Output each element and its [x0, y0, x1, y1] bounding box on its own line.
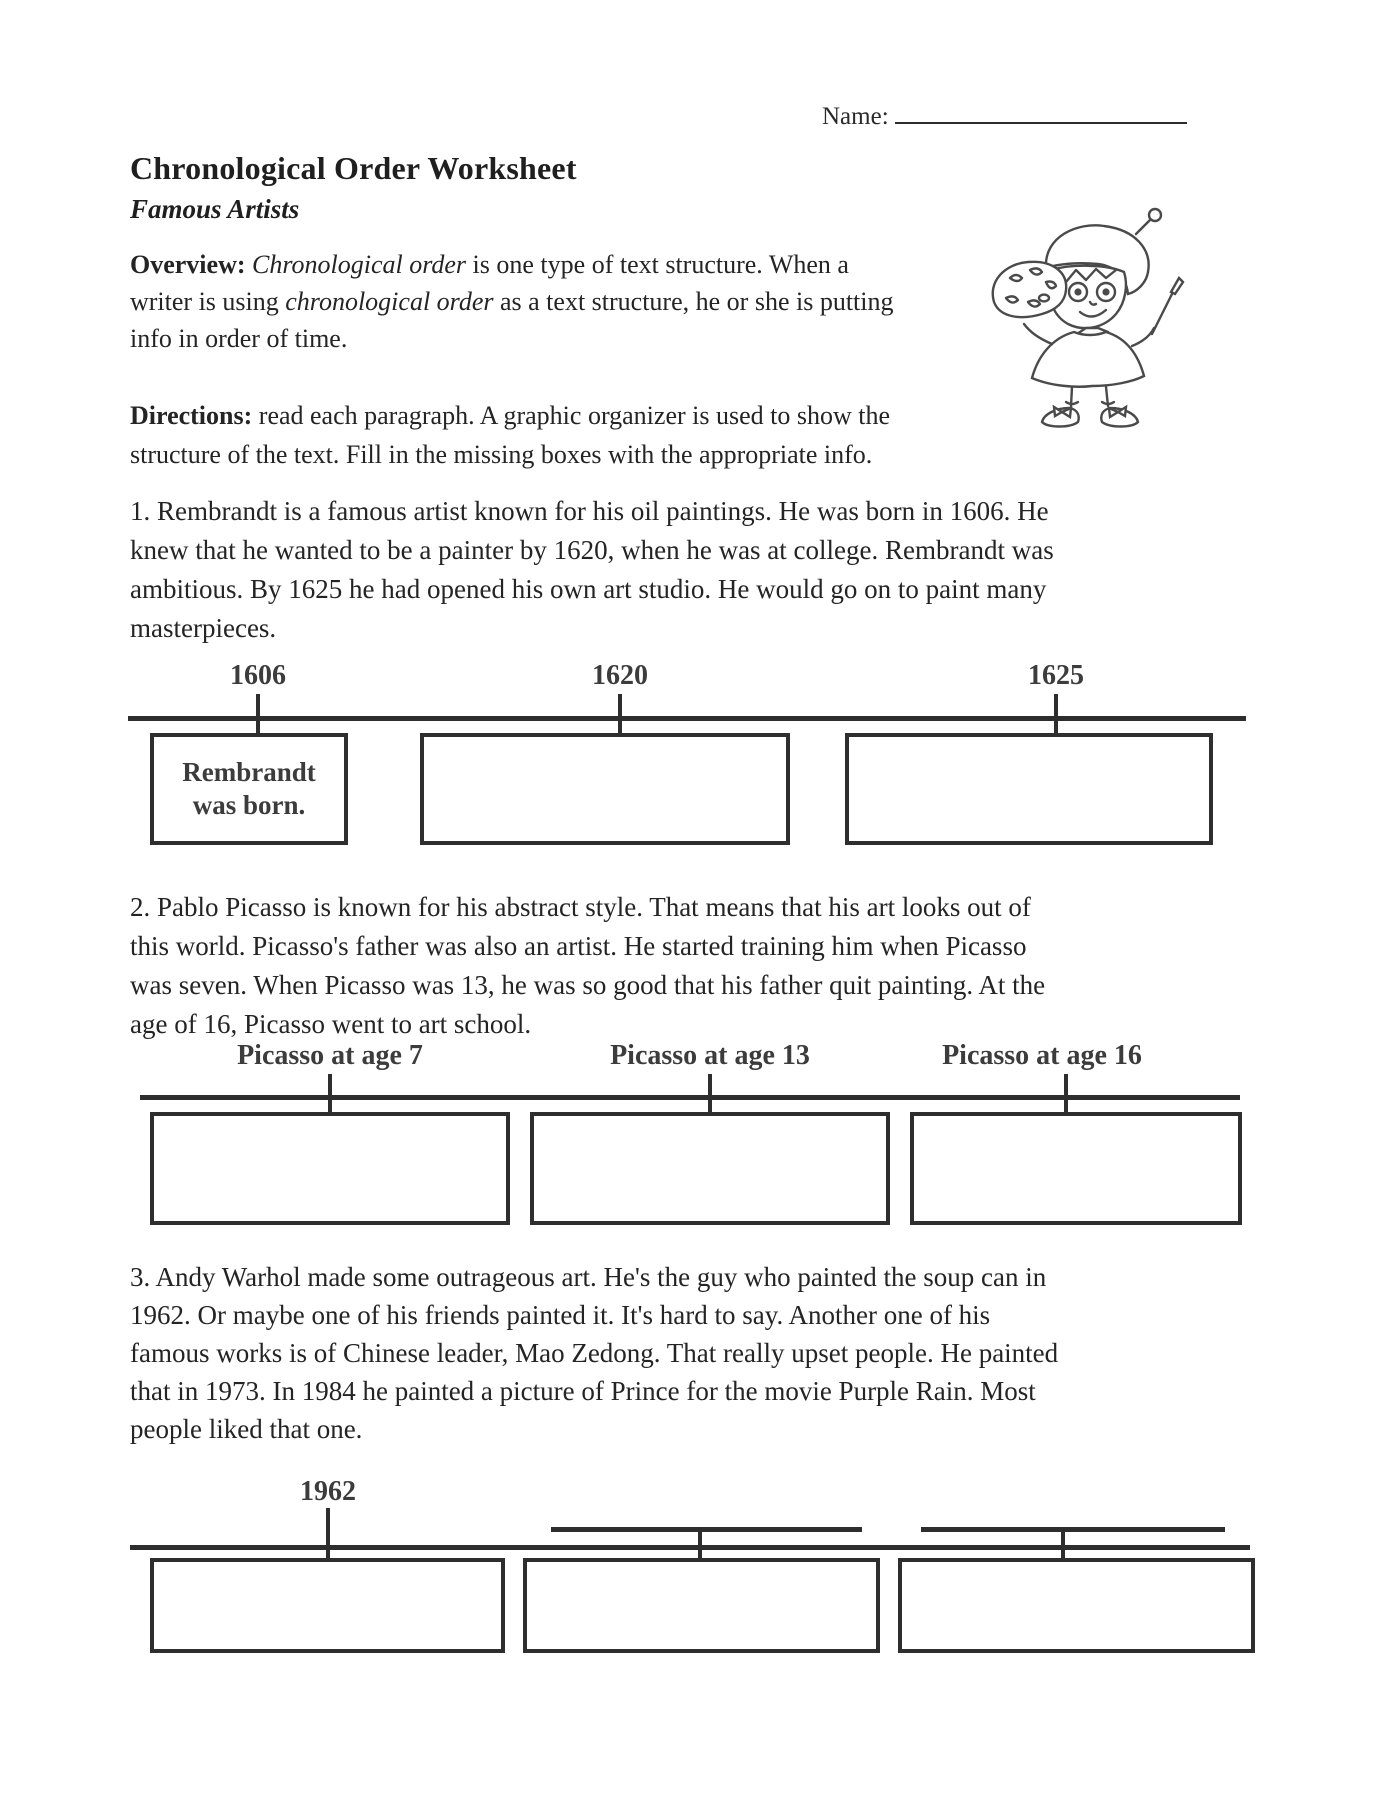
paragraph-3-line: people liked that one.: [130, 1414, 363, 1444]
timeline-axis: [128, 716, 1246, 721]
timeline-2-label: Picasso at age 7: [237, 1040, 423, 1071]
child-artist-illustration: [986, 206, 1196, 438]
timeline-3: [0, 1470, 1394, 1665]
timeline-1-year-label: 1606: [230, 660, 286, 691]
answer-box-empty[interactable]: [530, 1112, 890, 1225]
name-blank-line[interactable]: [895, 100, 1187, 124]
overview-line-1: Overview: Chronological order is one type of text structure. When a: [130, 250, 849, 279]
paragraph-2-line: this world. Picasso's father was also an artist. He started training him when Picasso: [130, 931, 1027, 961]
paragraph-3-line: 1962. Or maybe one of his friends painted it. It's hard to say. Another one of his: [130, 1300, 991, 1330]
paintbrush-bristles: [1171, 278, 1183, 294]
page-title: Chronological Order Worksheet: [130, 150, 577, 186]
beret-stem-ball: [1149, 209, 1161, 221]
left-arm: [1024, 324, 1052, 344]
paragraph-3-line: 3. Andy Warhol made some outrageous art. He's the guy who painted the soup can in: [130, 1262, 1047, 1292]
paragraph-3-line: famous works is of Chinese leader, Mao Zedong. That really upset people. He painted: [130, 1338, 1059, 1368]
smock-cape: [1032, 332, 1144, 387]
left-pupil: [1074, 288, 1081, 295]
overview-line-3: info in order of time.: [130, 324, 348, 353]
timeline-tick: [698, 1527, 702, 1560]
timeline-tick: [326, 1508, 330, 1560]
paragraph-2-line: 2. Pablo Picasso is known for his abstract style. That means that his art looks out of: [130, 892, 1031, 922]
paintbrush-handle: [1152, 290, 1174, 334]
paragraph-3: [130, 1258, 1058, 1448]
paragraph-1-line: 1. Rembrandt is a famous artist known for his oil paintings. He was born in 1606. He: [130, 496, 1049, 526]
answer-box-empty[interactable]: [420, 733, 790, 845]
timeline-tick: [1061, 1527, 1065, 1560]
answer-box-empty[interactable]: [910, 1112, 1242, 1225]
overview-line-2: writer is using chronological order as a text structure, he or she is putting: [130, 287, 894, 316]
paragraph-3-line: that in 1973. In 1984 he painted a picture of Prince for the movie Purple Rain. Most: [130, 1376, 1036, 1406]
paragraph-1-line: masterpieces.: [130, 613, 277, 643]
directions-line-1: Directions: read each paragraph. A graphic organizer is used to show the: [130, 401, 891, 430]
beret-stem: [1136, 218, 1152, 234]
answer-box-empty[interactable]: [150, 1558, 505, 1653]
answer-box-filled[interactable]: [150, 733, 348, 845]
year-blank-line[interactable]: [921, 1527, 1225, 1532]
overview-paragraph: [130, 246, 894, 357]
right-arm: [1132, 328, 1154, 346]
timeline-1-year-label: 1620: [592, 660, 648, 691]
name-row: [822, 100, 1187, 131]
right-pupil: [1102, 288, 1109, 295]
year-blank-line[interactable]: [551, 1527, 862, 1532]
paragraph-2: [130, 888, 1045, 1044]
answer-box-empty[interactable]: [898, 1558, 1255, 1653]
timeline-axis: [130, 1545, 1250, 1550]
answer-box-empty[interactable]: [845, 733, 1213, 845]
name-label: Name:: [822, 103, 889, 130]
paragraph-1-line: ambitious. By 1625 he had opened his own art studio. He would go on to paint many: [130, 574, 1047, 604]
answer-box-empty[interactable]: [150, 1112, 510, 1225]
timeline-1: [0, 652, 1394, 852]
timeline-3-year-label: 1962: [300, 1476, 356, 1507]
paragraph-1: [130, 492, 1054, 648]
paragraph-1-line: knew that he wanted to be a painter by 1620, when he was at college. Rembrandt was: [130, 535, 1054, 565]
answer-box-empty[interactable]: [523, 1558, 880, 1653]
timeline-axis: [140, 1095, 1240, 1100]
directions-line-2: structure of the text. Fill in the missing boxes with the appropriate info.: [130, 440, 873, 469]
timeline-2-label: Picasso at age 13: [610, 1040, 810, 1071]
timeline-1-year-label: 1625: [1028, 660, 1084, 691]
paragraph-2-line: was seven. When Picasso was 13, he was so good that his father quit painting. At the: [130, 970, 1046, 1000]
paragraph-2-line: age of 16, Picasso went to art school.: [130, 1009, 532, 1039]
answer-text: Rembrandt was born.: [182, 757, 316, 820]
timeline-2: [0, 1036, 1394, 1236]
page-subtitle: Famous Artists: [130, 194, 300, 224]
timeline-2-label: Picasso at age 16: [942, 1040, 1142, 1071]
directions-paragraph: [130, 396, 890, 474]
